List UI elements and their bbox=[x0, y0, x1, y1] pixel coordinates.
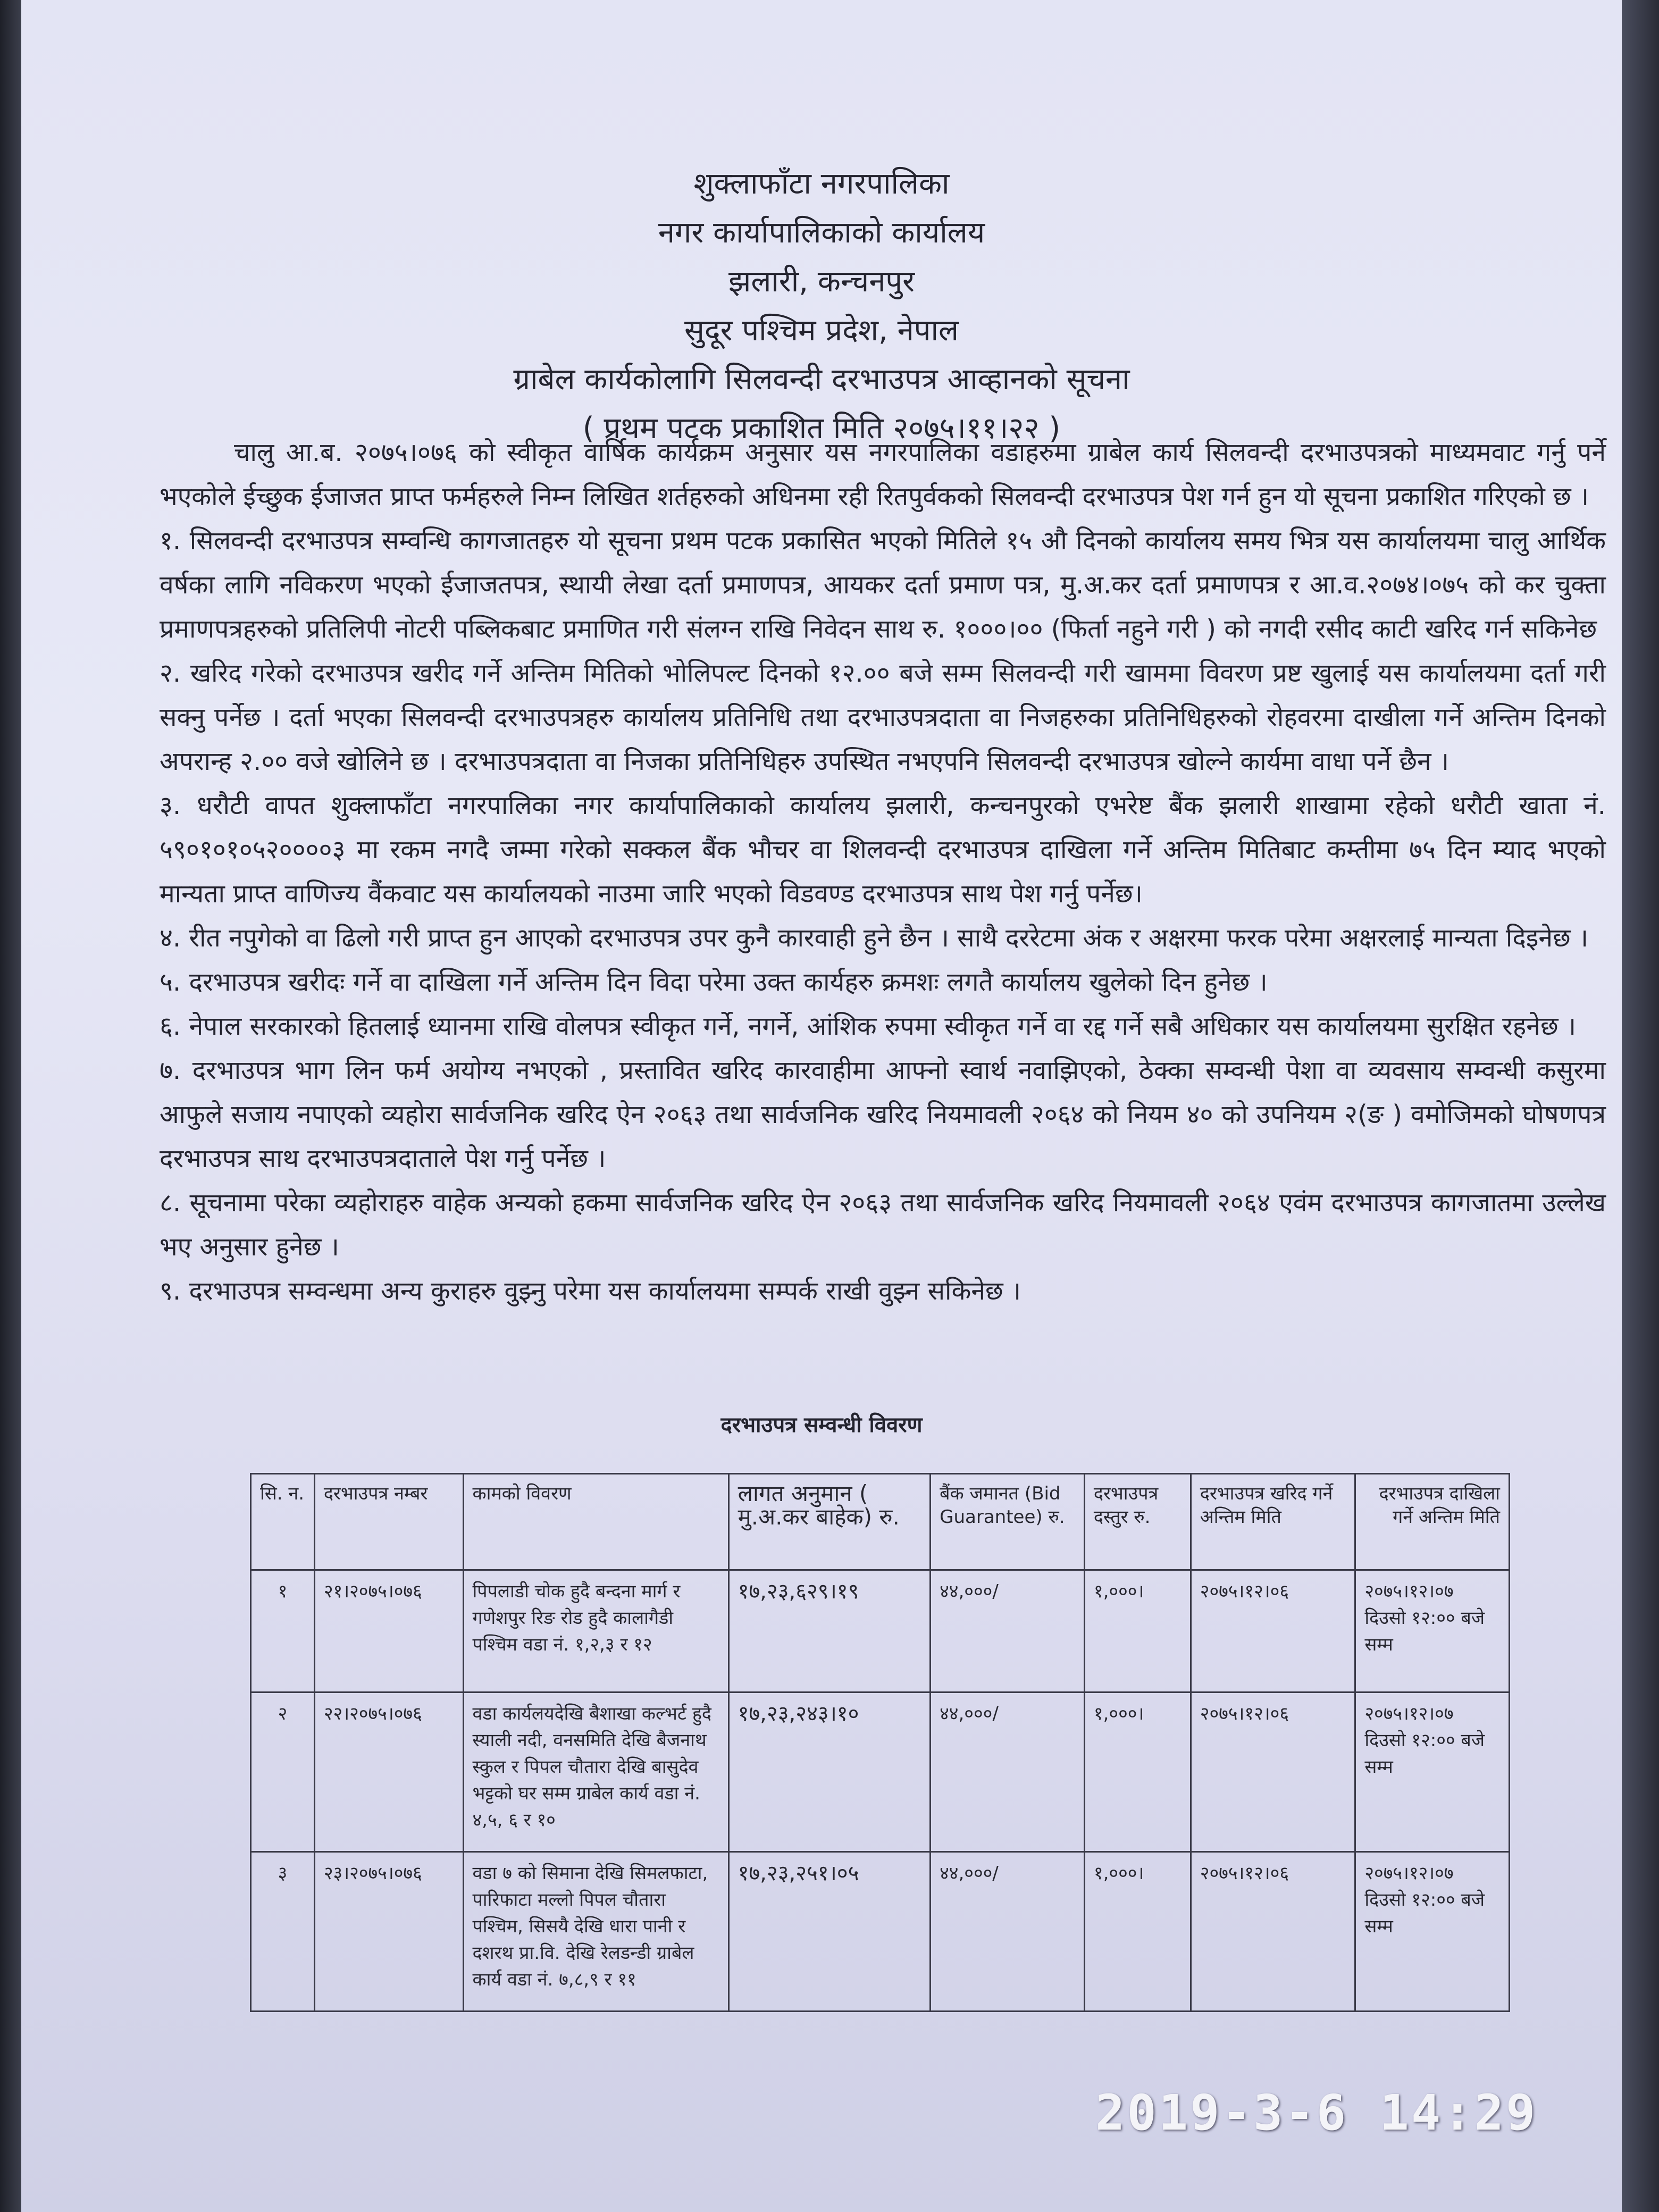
cell-bid: ४४,०००/ bbox=[931, 1570, 1085, 1692]
table-caption: दरभाउपत्र सम्वन्धी विवरण bbox=[720, 1413, 923, 1437]
header-cost: लागत अनुमान ( मु.अ.कर बाहेक) रु. bbox=[728, 1474, 931, 1570]
intro-paragraph: चालु आ.ब. २०७५।०७६ को स्वीकृत वार्षिक कार्यक्रम अनुसार यस नगरपालिका वडाहरुमा ग्राबेल कार्य सिलवन्दी दरभाउपत्रको माध्यमवाट गर्नु पर्ने भएकोले ईच्छुक ईजाजत प्राप्त फर्महरुले निम्न लिखित शर्तहरुको अधिनमा रही रितपुर्वकको सिलवन्दी दरभाउपत्र पेश गर्न हुन यो सूचना प्रकाशित गरिएको छ । bbox=[160, 438, 1606, 512]
condition-8: ८. सूचनामा परेका व्यहोराहरु वाहेक अन्यको हकमा सार्वजनिक खरिद ऐन २०६३ तथा सार्वजनिक खरिद नियमावली २०६४ एवंम दरभाउपत्र कागजातमा उल्लेख भए अनुसार हुनेछ । bbox=[160, 1188, 1606, 1262]
header-number: दरभाउपत्र नम्बर bbox=[314, 1474, 463, 1570]
cell-desc: पिपलाडी चोक हुदै बन्दना मार्ग र गणेशपुर रिङ रोड हुदै कालागैडी पश्चिम वडा नं. १,२,३ र १२ bbox=[463, 1570, 728, 1692]
cell-buy-last: २०७५।१२।०६ bbox=[1191, 1852, 1355, 2012]
office-name: नगर कार्यापालिकाको कार्यालय bbox=[658, 215, 985, 250]
cell-cost: १७,२३,६२९।१९ bbox=[728, 1570, 931, 1692]
cell-number: २३।२०७५।०७६ bbox=[314, 1852, 463, 2012]
cell-sn: ३ bbox=[251, 1852, 315, 2012]
photo-background-left bbox=[0, 0, 21, 2212]
cell-desc: वडा कार्यलयदेखि बैशाखा कल्भर्ट हुदै स्याली नदी, वनसमिति देखि बैजनाथ स्कुल र पिपल चौतारा देखि बासुदेव भट्टको घर सम्म ग्राबेल कार्य वडा नं. ४,५, ६ र १० bbox=[463, 1692, 728, 1852]
cell-desc: वडा ७ को सिमाना देखि सिमलफाटा, पारिफाटा मल्लो पिपल चौतारा पश्चिम, सिसयै देखि धारा पानी र दशरथ प्रा.वि. देखि रेलडन्डी ग्राबेल कार्य वडा नं. ७,८,९ र ११ bbox=[463, 1852, 728, 2012]
header-desc: कामको विवरण bbox=[463, 1474, 728, 1570]
condition-3: ३. धरौटी वापत शुक्लाफाँटा नगरपालिका नगर कार्यापालिकाको कार्यालय झलारी, कन्चनपुरको एभरेष्ट बैंक झलारी शाखामा रहेको धरौटी खाता नं. ५९०१०१०५२००००३ मा रकम नगदै जम्मा गरेको सक्कल बैंक भौचर वा शिलवन्दी दरभाउपत्र दाखिला गर्ने अन्तिम मितिबाट कम्तीमा ७५ दिन म्याद भएको मान्यता प्राप्त वाणिज्य वैंकवाट यस कार्यालयको नाउमा जारि भएको विडवण्ड दरभाउपत्र साथ पेश गर्नु पर्नेछ। bbox=[160, 791, 1606, 909]
cell-sn: १ bbox=[251, 1570, 315, 1692]
photo-timestamp: 2019-3-6 14:29 bbox=[1095, 2084, 1538, 2141]
publication-date: ( प्रथम पटक प्रकाशित मिति २०७५।११।२२ ) bbox=[582, 411, 1061, 446]
office-location: झलारी, कन्चनपुर bbox=[728, 264, 915, 299]
cell-submit-last: २०७५।१२।०७ दिउसो १२:०० बजे सम्म bbox=[1355, 1852, 1510, 2012]
table-row bbox=[251, 1852, 1510, 2012]
header-fee: दरभाउपत्र दस्तुर रु. bbox=[1084, 1474, 1191, 1570]
cell-number: २१।२०७५।०७६ bbox=[314, 1570, 463, 1692]
cell-fee: १,०००। bbox=[1084, 1852, 1191, 2012]
tender-table bbox=[250, 1473, 1510, 2012]
condition-7: ७. दरभाउपत्र भाग लिन फर्म अयोग्य नभएको , प्रस्तावित खरिद कारवाहीमा आफ्नो स्वार्थ नवाझिएको, ठेक्का सम्वन्धी पेशा वा व्यवसाय सम्वन्धी कसुरमा आफुले सजाय नपाएको व्यहोरा सार्वजनिक खरिद ऐन २०६३ तथा सार्वजनिक खरिद नियमावली २०६४ को नियम ४० को उपनियम २(ङ ) वमोजिमको घोषणपत्र दरभाउपत्र साथ दरभाउपत्रदाताले पेश गर्नु पर्नेछ । bbox=[160, 1055, 1606, 1174]
condition-5: ५. दरभाउपत्र खरीदः गर्ने वा दाखिला गर्ने अन्तिम दिन विदा परेमा उक्त कार्यहरु क्रमशः लगतै कार्यालय खुलेको दिन हुनेछ । bbox=[160, 967, 1268, 997]
cell-bid: ४४,०००/ bbox=[931, 1692, 1085, 1852]
notice-header bbox=[21, 160, 1622, 453]
cell-cost: १७,२३,२५१।०५ bbox=[728, 1852, 931, 2012]
cell-fee: १,०००। bbox=[1084, 1692, 1191, 1852]
table-row bbox=[251, 1570, 1510, 1692]
municipality-name: शुक्लाफाँटा नगरपालिका bbox=[693, 166, 950, 201]
cell-submit-last: २०७५।१२।०७ दिउसो १२:०० बजे सम्म bbox=[1355, 1570, 1510, 1692]
header-buy-last: दरभाउपत्र खरिद गर्ने अन्तिम मिति bbox=[1191, 1474, 1355, 1570]
condition-2: २. खरिद गरेको दरभाउपत्र खरीद गर्ने अन्तिम मितिको भोलिपल्ट दिनको १२.०० बजे सम्म सिलवन्दी गरी खाममा विवरण प्रष्ट खुलाई यस कार्यालयमा दर्ता गरी सक्नु पर्नेछ । दर्ता भएका सिलवन्दी दरभाउपत्रहरु कार्यालय प्रतिनिधि तथा दरभाउपत्रदाता वा निजहरुका प्रतिनिधिहरुको रोहवरमा दाखीला गर्ने अन्तिम दिनको अपरान्ह २.०० वजे खोलिने छ । दरभाउपत्रदाता वा निजका प्रतिनिधिहरु उपस्थित नभएपनि सिलवन्दी दरभाउपत्र खोल्ने कार्यमा वाधा पर्ने छैन । bbox=[160, 658, 1606, 776]
cell-buy-last: २०७५।१२।०६ bbox=[1191, 1570, 1355, 1692]
condition-1: १. सिलवन्दी दरभाउपत्र सम्वन्धि कागजातहरु यो सूचना प्रथम पटक प्रकासित भएको मितिले १५ औ दिनको कार्यालय समय भित्र यस कार्यालयमा चालु आर्थिक वर्षका लागि नविकरण भएको ईजाजतपत्र, स्थायी लेखा दर्ता प्रमाणपत्र, आयकर दर्ता प्रमाण पत्र, मु.अ.कर दर्ता प्रमाणपत्र र आ.व.२०७४।०७५ को कर चुक्ता प्रमाणपत्रहरुको प्रतिलिपी नोटरी पब्लिकबाट प्रमाणित गरी संलग्न राखि निवेदन साथ रु. १०००।०० (फिर्ता नहुने गरी ) को नगदी रसीद काटी खरिद गर्न सकिनेछ bbox=[160, 526, 1606, 644]
cell-number: २२।२०७५।०७६ bbox=[314, 1692, 463, 1852]
cell-sn: २ bbox=[251, 1692, 315, 1852]
cell-buy-last: २०७५।१२।०६ bbox=[1191, 1692, 1355, 1852]
cell-cost: १७,२३,२४३।१० bbox=[728, 1692, 931, 1852]
notice-body bbox=[160, 431, 1606, 1313]
condition-9: ९. दरभाउपत्र सम्वन्धमा अन्य कुराहरु वुझ्नु परेमा यस कार्यालयमा सम्पर्क राखी वुझ्न सकिनेछ । bbox=[160, 1276, 1021, 1306]
province-country: सुदूर पश्चिम प्रदेश, नेपाल bbox=[684, 313, 959, 348]
condition-4: ४. रीत नपुगेको वा ढिलो गरी प्राप्त हुन आएको दरभाउपत्र उपर कुनै कारवाही हुने छैन । साथै दररेटमा अंक र अक्षरमा फरक परेमा अक्षरलाई मान्यता दिइनेछ । bbox=[160, 923, 1589, 953]
header-bid: बैंक जमानत (Bid Guarantee) रु. bbox=[931, 1474, 1085, 1570]
photo-background-right bbox=[1622, 0, 1659, 2212]
table-row bbox=[251, 1692, 1510, 1852]
table-header-row bbox=[251, 1474, 1510, 1570]
notice-sheet bbox=[21, 0, 1622, 2212]
header-submit-last: दरभाउपत्र दाखिला गर्ने अन्तिम मिति bbox=[1355, 1474, 1510, 1570]
cell-submit-last: २०७५।१२।०७ दिउसो १२:०० बजे सम्म bbox=[1355, 1692, 1510, 1852]
header-sn: सि. न. bbox=[251, 1474, 315, 1570]
cell-bid: ४४,०००/ bbox=[931, 1852, 1085, 2012]
cell-fee: १,०००। bbox=[1084, 1570, 1191, 1692]
notice-title: ग्राबेल कार्यकोलागि सिलवन्दी दरभाउपत्र आव्हानको सूचना bbox=[513, 362, 1130, 397]
condition-6: ६. नेपाल सरकारको हितलाई ध्यानमा राखि वोलपत्र स्वीकृत गर्ने, नगर्ने, आंशिक रुपमा स्वीकृत गर्ने वा रद्द गर्ने सबै अधिकार यस कार्यालयमा सुरक्षित रहनेछ । bbox=[160, 1011, 1577, 1041]
